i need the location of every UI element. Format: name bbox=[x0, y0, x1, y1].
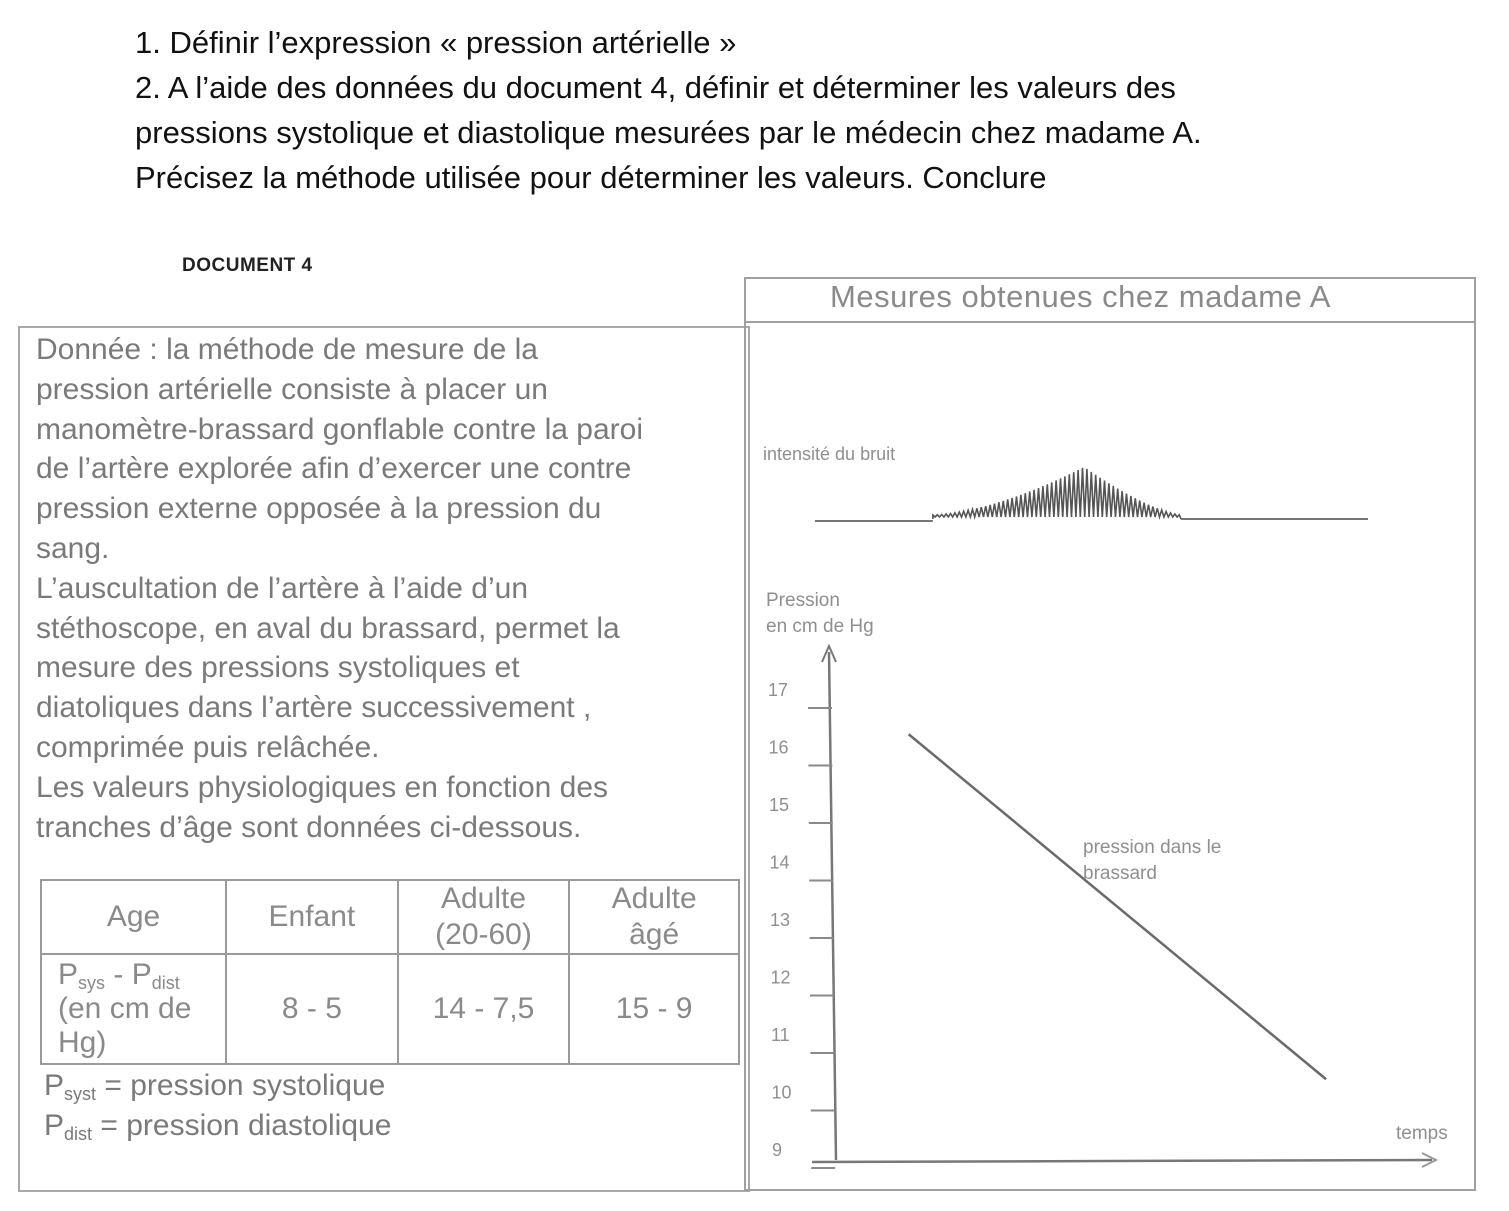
intro-line: tranches d’âge sont données ci-dessous. bbox=[36, 810, 582, 844]
intro-line: stéthoscope, en aval du brassard, permet la bbox=[36, 611, 620, 645]
right-panel-title: Mesures obtenues chez madame A bbox=[830, 279, 1331, 314]
y-tick-label: 17 bbox=[768, 680, 789, 700]
intro-line: L’auscultation de l’artère à l’aide d’un bbox=[36, 571, 528, 605]
intro-line: Les valeurs physiologiques en fonction des bbox=[36, 770, 609, 804]
y-tick-label: 9 bbox=[772, 1140, 783, 1160]
legend-diastolic-text: = pression diastolique bbox=[92, 1109, 392, 1142]
curve-label-line-1: pression dans le bbox=[1083, 837, 1222, 858]
y-tick-label: 16 bbox=[768, 737, 789, 758]
header-adulte-age-line-1: Adulte bbox=[611, 882, 697, 915]
header-adulte-age-line-2: âgé bbox=[629, 918, 680, 951]
legend-systolic-symbol: P bbox=[44, 1069, 65, 1102]
intro-text bbox=[36, 330, 736, 847]
question-2-line-2: pressions systolique et diastolique mesurées par le médecin chez madame A. bbox=[135, 115, 1202, 150]
header-age: Age bbox=[41, 880, 226, 954]
row-label-cell bbox=[41, 954, 226, 1064]
question-2-line-3: Précisez la méthode utilisée pour déterminer les valeurs. Conclure bbox=[135, 160, 1047, 195]
legend-systolic bbox=[44, 1066, 391, 1106]
legend-diastolic-subscript: dist bbox=[64, 1124, 93, 1144]
p-dist-symbol: P bbox=[131, 958, 152, 991]
intro-line: manomètre-brassard gonflable contre la paroi bbox=[36, 412, 643, 446]
intro-line: sang. bbox=[36, 531, 110, 565]
y-axis bbox=[829, 652, 836, 1160]
y-tick-label: 14 bbox=[769, 852, 790, 873]
row-label-unit-line-2: Hg) bbox=[58, 1026, 107, 1059]
document-label: DOCUMENT 4 bbox=[182, 255, 313, 276]
header-adulte-line-1: Adulte bbox=[440, 882, 527, 915]
curve-label-line-2: brassard bbox=[1083, 863, 1157, 884]
row-label-dash: - bbox=[105, 958, 132, 991]
y-tick-label: 11 bbox=[771, 1025, 790, 1045]
row-label-unit-line-1: (en cm de bbox=[58, 992, 192, 1025]
question-1: 1. Définir l’expression « pression artérielle » bbox=[135, 25, 737, 60]
row-label-pressures bbox=[58, 958, 225, 992]
y-tick-label: 13 bbox=[770, 910, 791, 930]
legend-systolic-text: = pression systolique bbox=[96, 1069, 386, 1102]
intro-line: Donnée : la méthode de mesure de la bbox=[36, 333, 538, 366]
y-tick-label: 15 bbox=[769, 795, 790, 815]
question-2-line-1: 2. A l’aide des données du document 4, définir et déterminer les valeurs des bbox=[135, 70, 1176, 105]
y-tick-label: 10 bbox=[771, 1082, 792, 1103]
legend-diastolic-symbol: P bbox=[44, 1109, 65, 1142]
x-axis-label: temps bbox=[1396, 1123, 1448, 1144]
p-dist-subscript: dist bbox=[151, 973, 180, 993]
intro-line: de l’artère explorée afin d’exercer une contre bbox=[36, 452, 632, 486]
y-ticks bbox=[768, 680, 835, 1168]
pressure-chart bbox=[746, 320, 1472, 1186]
age-pressure-table bbox=[40, 879, 740, 1065]
value-enfant: 8 - 5 bbox=[226, 954, 398, 1064]
legend-systolic-subscript: syst bbox=[64, 1084, 97, 1104]
value-adulte-age: 15 - 9 bbox=[569, 954, 739, 1064]
series-pressure-brassard bbox=[909, 734, 1326, 1079]
value-adulte: 14 - 7,5 bbox=[398, 954, 570, 1064]
legend-diastolic bbox=[44, 1106, 391, 1146]
y-tick-label: 12 bbox=[770, 967, 791, 988]
questions-block bbox=[135, 20, 1202, 200]
x-axis bbox=[812, 1160, 1432, 1162]
noise-label: intensité du bruit bbox=[763, 444, 896, 464]
y-axis-label-line-1: Pression bbox=[766, 590, 840, 611]
series-line-brassard bbox=[909, 734, 1326, 1079]
intro-line: pression artérielle consiste à placer un bbox=[36, 372, 548, 406]
header-adulte bbox=[398, 880, 570, 954]
table-header-row bbox=[41, 880, 739, 954]
intro-line: pression externe opposée à la pression du bbox=[36, 492, 602, 526]
header-adulte-line-2: (20-60) bbox=[435, 918, 532, 951]
header-enfant: Enfant bbox=[226, 880, 398, 954]
noise-signal bbox=[815, 468, 1368, 521]
noise-waveform bbox=[933, 468, 1181, 519]
p-sys-subscript: sys bbox=[78, 973, 106, 993]
intro-line: comprimée puis relâchée. bbox=[36, 730, 380, 764]
table-row bbox=[41, 954, 739, 1064]
p-sys-symbol: P bbox=[58, 958, 79, 991]
intro-line: mesure des pressions systoliques et bbox=[36, 651, 520, 685]
intro-line: diatoliques dans l’artère successivement , bbox=[36, 691, 592, 725]
header-adulte-age bbox=[569, 880, 739, 954]
pressure-legend bbox=[44, 1066, 391, 1146]
y-axis-label-line-2: en cm de Hg bbox=[766, 616, 874, 637]
